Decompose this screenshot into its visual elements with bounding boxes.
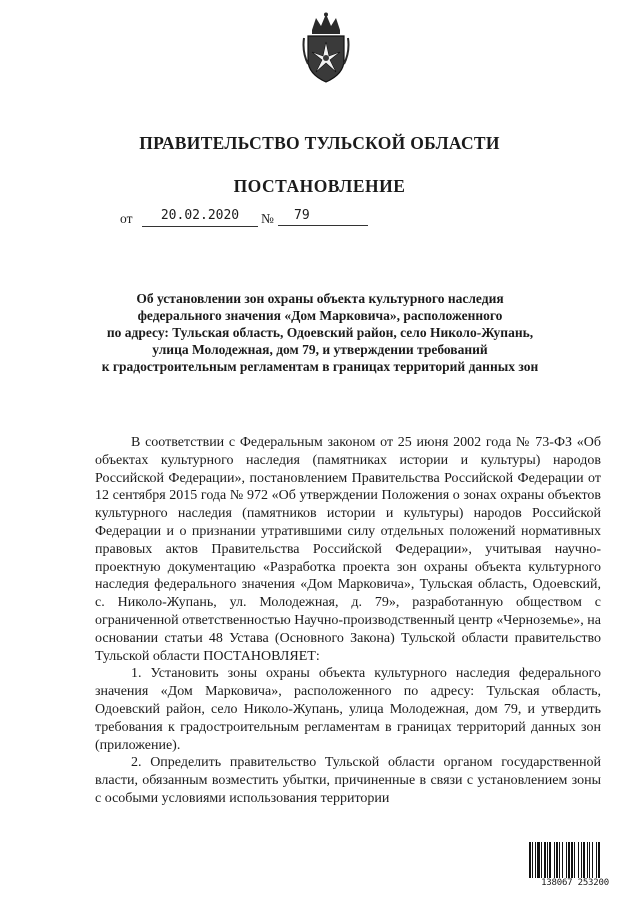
- title-line: по адресу: Тульская область, Одоевский район, село Николо-Жупань,: [106, 325, 534, 340]
- number-label: №: [261, 211, 274, 226]
- body-paragraph-preamble: В соответствии с Федеральным законом от 25 июня 2002 года № 73-ФЗ «Об объектах культурного наследия (памятниках истории и культуры) народов Российской Федерации», постановлением Правительства Российской Федерации от 12 сентября 2015 года № 972 «Об утверждении Положения о зонах охраны объектов культурного наследия (памятников истории и культуры) народов Российской Федерации и о признании утратившими силу отдельных положений нормативных правовых актов Правительства Российской Федерации», учитывая научно-проектную документацию «Разработка проекта зон охраны объекта культурного наследия федерального значения «Дом Марковича», Тульская область, Одоевский, с. Николо-Жупань, ул. Молодежная, д. 79», разработанную обществом с ограниченной ответственностью Научно-производственный центр «Черноземье», на основании статьи 48 Устава (Основного Закона) Тульской области правительство Тульской области ПОСТАНОВЛЯЕТ:: [95, 435, 601, 664]
- barcode-stripe: [581, 842, 582, 878]
- barcode-stripe: [549, 842, 551, 878]
- body-paragraph-item-1: 1. Установить зоны охраны объекта культурного наследия федерального значения «Дом Марковича», расположенного по адресу: Тульская область, Одоевский район, село Николо-Жупань, улица Молодежная, дом 79, и утвердить требования к градостроительным регламентам в границах территорий данных зон (приложение).: [95, 666, 601, 753]
- organization-name: ПРАВИТЕЛЬСТВО ТУЛЬСКОЙ ОБЛАСТИ: [139, 133, 500, 153]
- barcode-stripe: [554, 842, 555, 878]
- body-paragraph-item-2: 2. Определить правительство Тульской области органом государственной власти, обязанным возместить убытки, причиненные в связи с установлением зоны с особыми условиями использования территории: [95, 755, 601, 806]
- barcode-stripe: [589, 842, 590, 878]
- coat-of-arms-emblem: [302, 12, 350, 84]
- barcode-stripe: [544, 842, 546, 878]
- barcode-stripe: [596, 842, 597, 878]
- document-type: ПОСТАНОВЛЕНИЕ: [233, 176, 406, 196]
- date-number-line: [120, 208, 380, 230]
- barcode-bars: [529, 842, 621, 878]
- barcode: [529, 842, 621, 890]
- barcode-stripe: [529, 842, 531, 878]
- barcode-stripe: [559, 842, 560, 878]
- barcode-stripe: [587, 842, 588, 878]
- barcode-stripe: [532, 842, 533, 878]
- document-title: [90, 290, 550, 375]
- title-line: улица Молодежная, дом 79, и утверждении требований: [152, 342, 488, 357]
- date-value: 20.02.2020: [142, 208, 258, 227]
- barcode-stripe: [592, 842, 593, 878]
- barcode-stripe: [598, 842, 600, 878]
- barcode-stripe: [535, 842, 536, 878]
- title-line: федерального значения «Дом Марковича», расположенного: [137, 308, 503, 323]
- barcode-stripe: [571, 842, 573, 878]
- barcode-stripe: [583, 842, 585, 878]
- title-line: к градостроительным регламентам в границах территорий данных зон: [101, 359, 539, 374]
- barcode-stripe: [574, 842, 575, 878]
- barcode-stripe: [562, 842, 563, 878]
- document-body: [95, 434, 601, 808]
- barcode-stripe: [578, 842, 579, 878]
- barcode-stripe: [537, 842, 540, 878]
- barcode-stripe: [566, 842, 567, 878]
- title-line: Об установлении зон охраны объекта культурного наследия: [136, 291, 504, 306]
- barcode-stripe: [541, 842, 542, 878]
- barcode-stripe: [547, 842, 548, 878]
- barcode-stripe: [568, 842, 570, 878]
- date-label: от: [120, 211, 133, 226]
- number-value: 79: [278, 208, 368, 226]
- barcode-number: 138067 253200: [541, 878, 609, 888]
- barcode-stripe: [556, 842, 558, 878]
